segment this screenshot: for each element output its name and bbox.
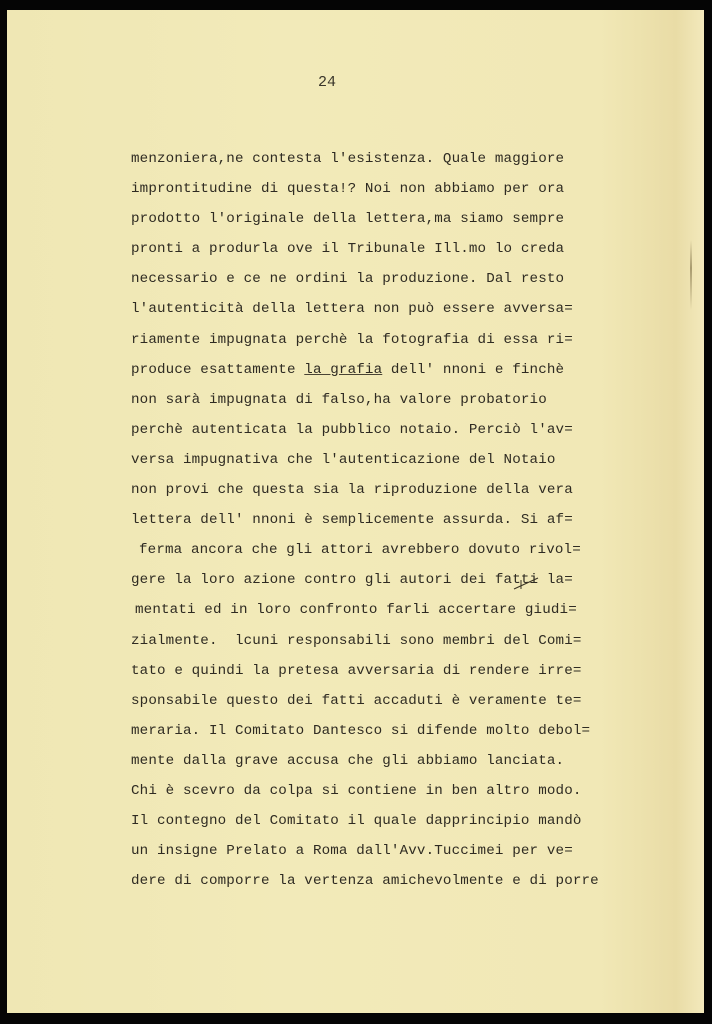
text-line: sponsabile questo dei fatti accaduti è veramente te= bbox=[131, 692, 582, 709]
text-line: tato e quindi la pretesa avversaria di rendere irre= bbox=[131, 662, 582, 679]
typewritten-body bbox=[131, 144, 651, 896]
text-line-underlined bbox=[131, 355, 651, 385]
text-segment: produce esattamente bbox=[131, 361, 305, 378]
text-line: gere la loro azione contro gli autori dei fatti la= bbox=[131, 572, 573, 589]
text-line: prodotto l'originale della lettera,ma siamo sempre bbox=[131, 211, 565, 228]
text-segment: dell' nnoni e finchè bbox=[382, 361, 565, 378]
text-line: menzoniera,ne contesta l'esistenza. Quale maggiore bbox=[131, 151, 565, 167]
text-line: pronti a produrla ove il Tribunale Ill.mo lo creda bbox=[131, 241, 565, 258]
text-line: mentati ed in loro confronto farli accertare giudi= bbox=[135, 602, 577, 619]
text-line: versa impugnativa che l'autenticazione del Notaio bbox=[131, 451, 556, 468]
text-line: zialmente. lcuni responsabili sono membri del Comi= bbox=[131, 632, 582, 649]
text-line: lettera dell' nnoni è semplicemente assurda. Si af= bbox=[131, 512, 573, 529]
text-line: Chi è scevro da colpa si contiene in ben altro modo. bbox=[131, 782, 582, 799]
text-line: non provi che questa sia la riproduzione della vera bbox=[131, 482, 573, 499]
page-number: 24 bbox=[318, 74, 337, 91]
underlined-phrase: la grafia bbox=[304, 361, 383, 378]
document-page bbox=[7, 10, 704, 1013]
text-line: l'autenticità della lettera non può essere avversa= bbox=[131, 301, 573, 318]
text-line: meraria. Il Comitato Dantesco si difende molto debol= bbox=[131, 722, 591, 739]
text-line: mente dalla grave accusa che gli abbiamo lanciata. bbox=[131, 752, 565, 769]
text-line: perchè autenticata la pubblico notaio. Perciò l'av= bbox=[131, 421, 573, 438]
text-line: non sarà impugnata di falso,ha valore probatorio bbox=[131, 391, 547, 408]
text-line: Il contegno del Comitato il quale dapprincipio mandò bbox=[131, 813, 582, 830]
text-line: improntitudine di questa!? Noi non abbiamo per ora bbox=[131, 181, 565, 198]
text-line: riamente impugnata perchè la fotografia di essa ri= bbox=[131, 331, 573, 348]
text-line: un insigne Prelato a Roma dall'Avv.Tuccimei per ve= bbox=[131, 843, 573, 860]
text-line: necessario e ce ne ordini la produzione. Dal resto bbox=[131, 271, 565, 288]
text-line: dere di comporre la vertenza amichevolmente e di porre bbox=[131, 873, 599, 890]
text-line: ferma ancora che gli attori avrebbero dovuto rivol= bbox=[139, 542, 581, 559]
